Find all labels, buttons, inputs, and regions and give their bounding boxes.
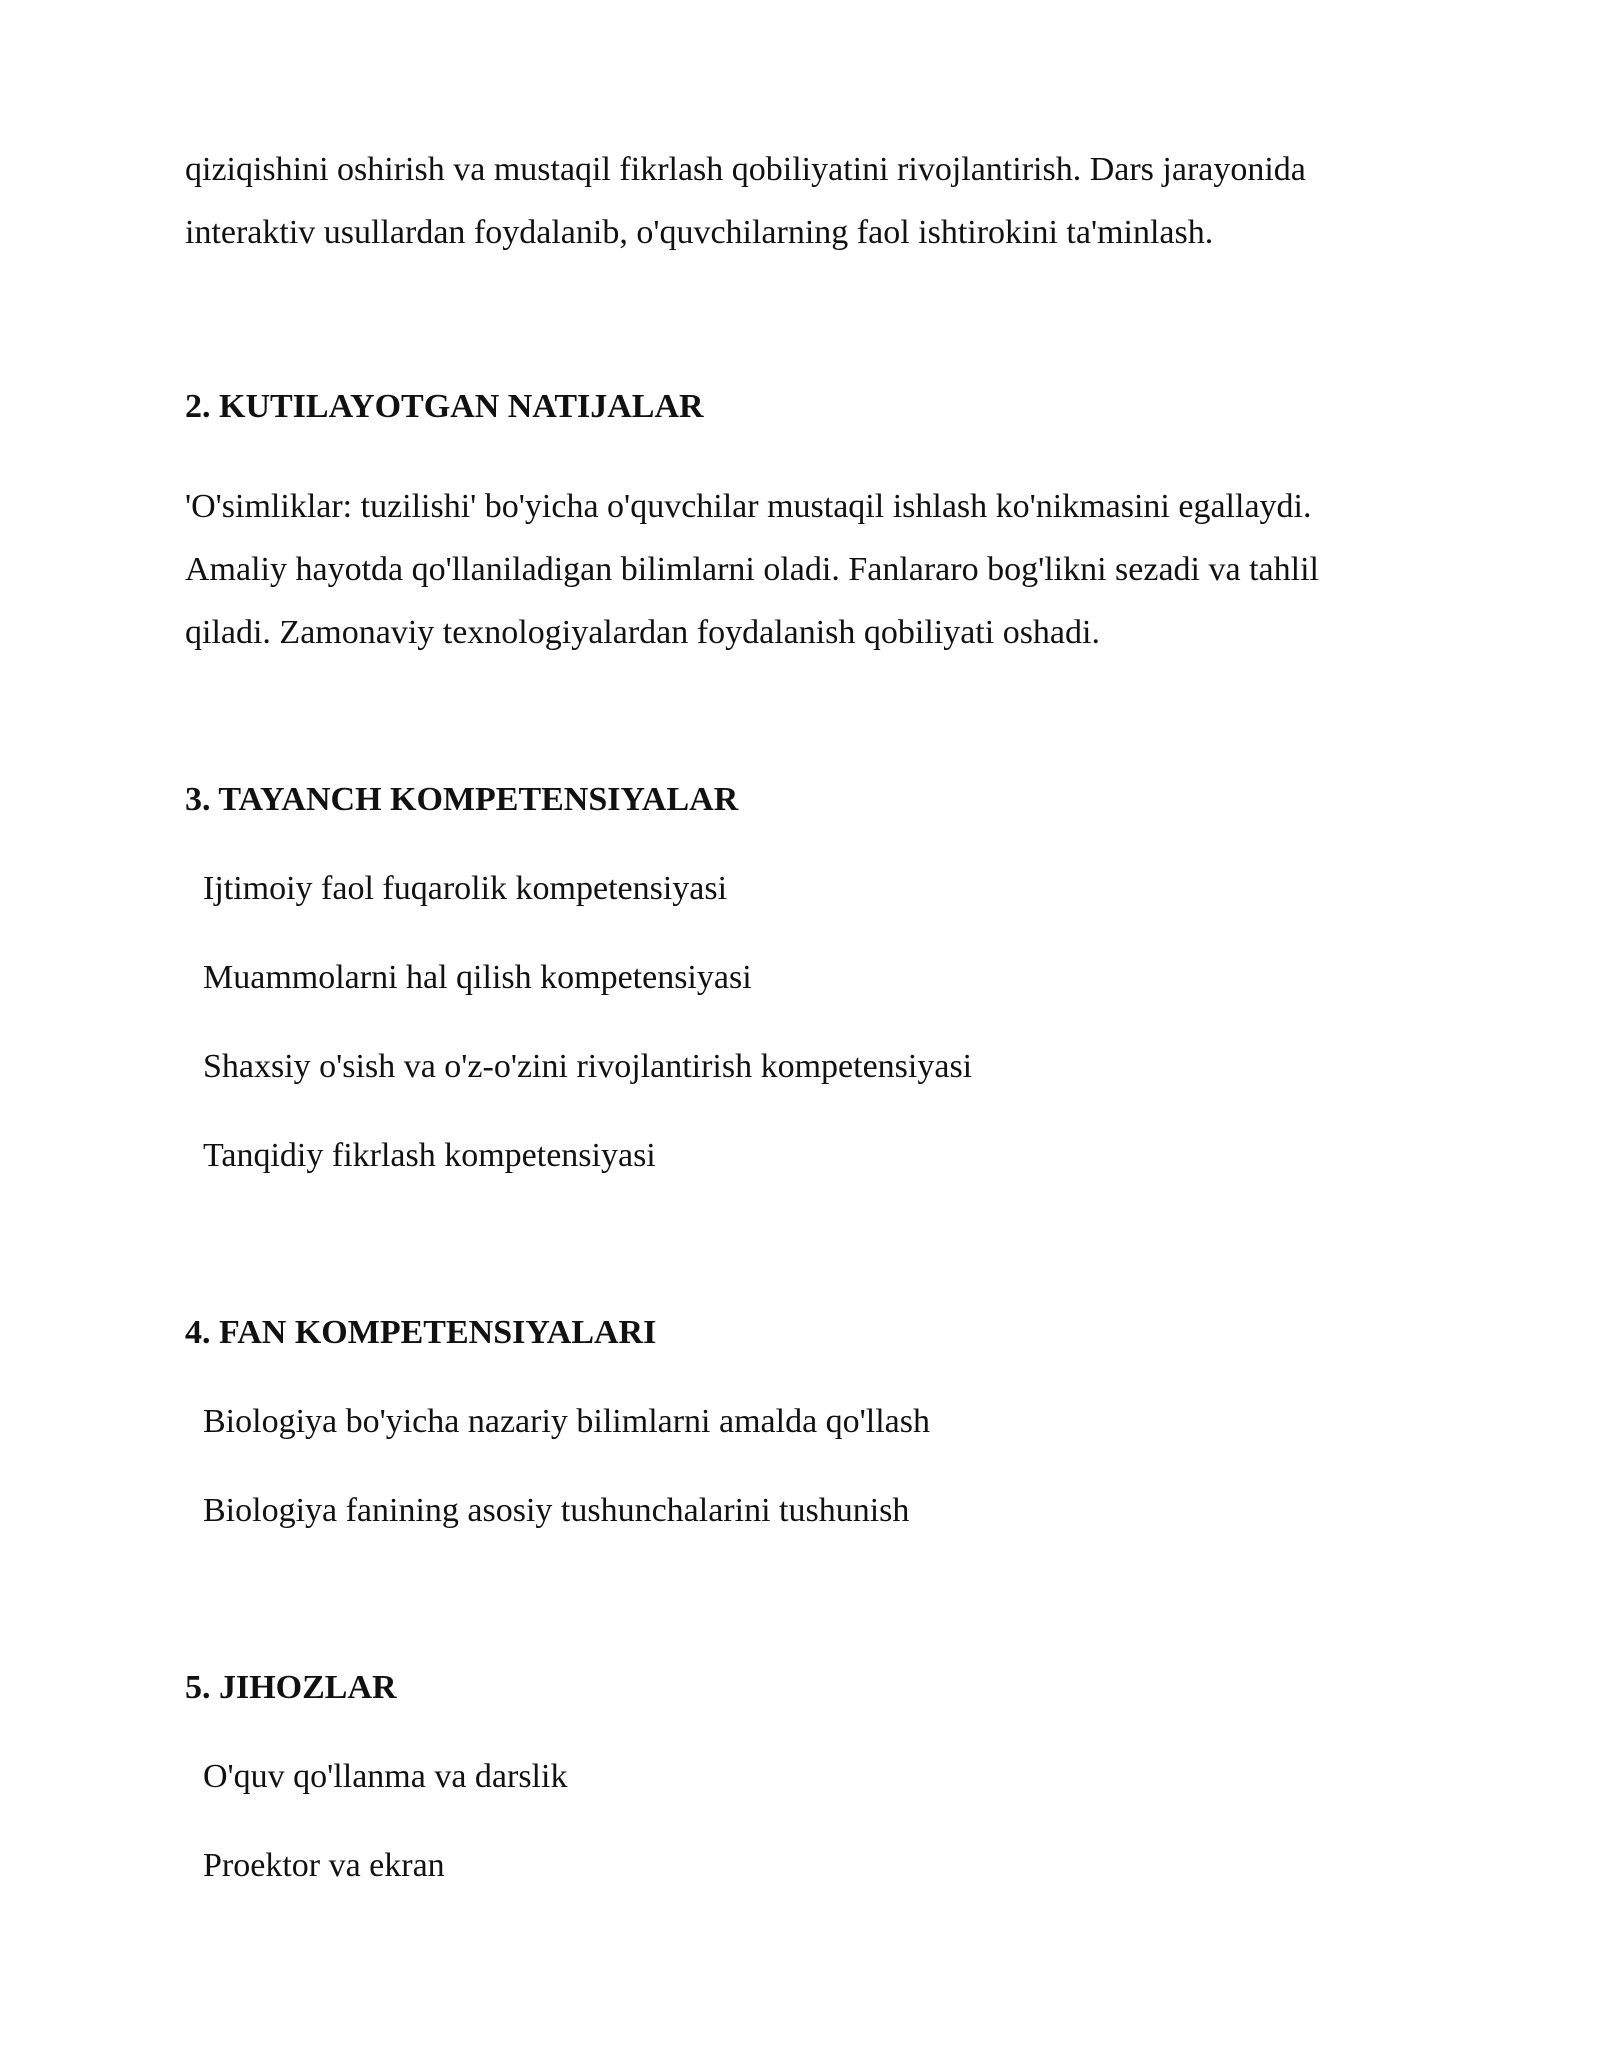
list-item: Shaxsiy o'sish va o'z-o'zini rivojlantirish kompetensiyasi	[203, 1048, 973, 1085]
list-item: Tanqidiy fikrlash kompetensiyasi	[203, 1137, 656, 1174]
paragraph-line: qiladi. Zamonaviy texnologiyalardan foydalanish qobiliyati oshadi.	[185, 614, 1100, 651]
list-item: Ijtimoiy faol fuqarolik kompetensiyasi	[203, 870, 728, 907]
section-heading-expected-results: 2. KUTILAYOTGAN NATIJALAR	[185, 388, 704, 425]
section-heading-equipment: 5. JIHOZLAR	[185, 1669, 397, 1706]
intro-paragraph	[185, 138, 1445, 264]
list-item: Biologiya fanining asosiy tushunchalarini tushunish	[203, 1492, 910, 1529]
expected-results-paragraph	[185, 475, 1445, 664]
list-item: Biologiya bo'yicha nazariy bilimlarni amalda qo'llash	[203, 1403, 930, 1440]
section-heading-core-competencies: 3. TAYANCH KOMPETENSIYALAR	[185, 781, 739, 818]
paragraph-line: 'O'simliklar: tuzilishi' bo'yicha o'quvchilar mustaqil ishlash ko'nikmasini egallaydi.	[185, 488, 1312, 525]
section-heading-subject-competencies: 4. FAN KOMPETENSIYALARI	[185, 1314, 657, 1351]
list-item: Muammolarni hal qilish kompetensiyasi	[203, 959, 752, 996]
list-item: Proektor va ekran	[203, 1847, 445, 1884]
intro-line: qiziqishini oshirish va mustaqil fikrlash qobiliyatini rivojlantirish. Dars jarayonida	[185, 151, 1306, 188]
paragraph-line: Amaliy hayotda qo'llaniladigan bilimlarni oladi. Fanlararo bog'likni sezadi va tahlil	[185, 551, 1319, 588]
list-item: O'quv qo'llanma va darslik	[203, 1758, 568, 1795]
intro-line: interaktiv usullardan foydalanib, o'quvchilarning faol ishtirokini ta'minlash.	[185, 214, 1214, 251]
